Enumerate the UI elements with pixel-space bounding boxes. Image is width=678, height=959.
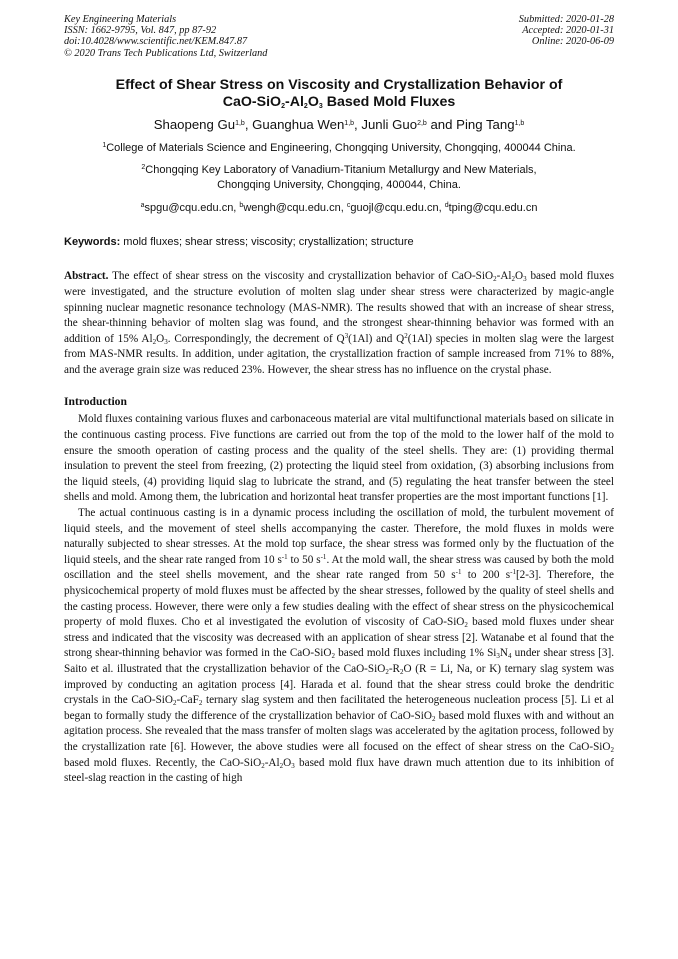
- abstract-label: Abstract.: [64, 270, 109, 283]
- affiliation-1: $^1$College of Materials Science and Engineering, Chongqing University, Chongqing, 400044 China.: [102, 141, 576, 154]
- author-emails: $^a$spgu@cqu.edu.cn, $^b$wengh@cqu.edu.cn, $^c$guojl@cqu.edu.cn, $^d$tping@cqu.edu.cn: [140, 202, 538, 215]
- intro-paragraph-2: The actual continuous casting is in a dynamic process including the oscillation of mold, the turbulent movement of liquid steels, and the movement of steel shells accompanying the caster. Therefore, the mold fluxes in molds were naturally subjected to shear stresses. At the mold top surface, the shear stress was formed only by the fluctuation of the liquid steels, and the shear rate ranged from 10 $s^{-1}$ to 50 $s^{-1}$. At the mold wall, the shear stress was caused by both the mold oscillation and the steel shells movement, and the shear rate ranged from 50 $s^{-1}$ to 200 $s^{-1}[2-3]$. Therefore, the physicochemical property of mold fluxes must be affected by the shear stresses, followed by the quality of steel shells and the casting process. However, there were only a few studies dealing with the effect of shear stress on the physicochemical property of mold fluxes. Cho et al investigated the evolution of viscosity of CaO-SiO$_2$ based mold fluxes under shear stress and indicated that the viscosity was decreased with an application of shear stress [2]. Watanabe et al found that the strong shear-thinning behavior was formed in the CaO-SiO$_2$ based mold fluxes including 1% $Si_3N_4$ under shear stress [3]. Saito et al. illustrated that the crystallization behavior of the CaO-$SiO_2-R_2O$ (R = Li, Na, or K) ternary slag system was improved by conducting an agitation process [4]. Harada et al. found that the shear stress could broke the dendritic crystals in the CaO-SiO$_2$-CaF$_2$ ternary slag system and then facilitated the heterogeneous nucleation process [5]. Li et al began to formally study the difference of the crystallization behavior of CaO-SiO$_2$ based mold fluxes with and without an agitation process. She revealed that the mass transfer of molten slags was accelerated by the agitation process, followed by the crystallization rate [6]. However, the above studies were all focused on the effect of shear stress on the CaO-SiO$_2$ based mold fluxes. Recently, the CaO-$SiO_2-Al_2O_3$ based mold flux have drawn much attention due to its inhibition of steel-slag reaction in the casting of high: [64, 507, 615, 785]
- journal-header: [64, 14, 614, 59]
- online-date: Online: 2020-06-09: [531, 36, 614, 48]
- keywords: Keywords: mold fluxes; shear stress; viscosity; crystallization; structure: [64, 236, 414, 249]
- title-line-2: CaO-$SiO_2-Al_2O_3$ Based Mold Fluxes: [222, 93, 456, 110]
- header-right: [519, 14, 614, 59]
- author-list: Shaopeng Gu$^{1,b}$, Guanghua Wen$^{1,b}$, Junli Guo$^{2,b}$ and Ping Tang$^{1,b}$: [153, 116, 525, 132]
- submitted-date: Submitted: 2020-01-28: [518, 14, 614, 25]
- intro-paragraph-1: Mold fluxes containing various fluxes and carbonaceous material are vital multifunctional materials based on silicate in the continuous casting process. Five functions are carried out from the top of the mold to the lower half of the mold to ensure the smooth operation of casting process and the quality of the steel shells. They are: (1) providing thermal insulation to prevent the steel from freezing, (2) protecting the liquid steel from oxidation, (3) absorbing inclusions from the liquid steels, (4) providing liquid slag to lubricate the strand, and (5) regulating the heat transfer between the steel shells and mold. Among them, the lubrication and horizontal heat transfer properties are the most important functions [1].: [64, 413, 614, 504]
- title-line-1: Effect of Shear Stress on Viscosity and Crystallization Behavior of: [115, 76, 563, 93]
- affiliation-2: $^2$Chongqing Key Laboratory of Vanadium-Titanium Metallurgy and New Materials, Chongqing University, Chongqing, 400044, China.: [141, 164, 537, 191]
- keywords-label: Keywords:: [64, 236, 121, 249]
- issn: ISSN: 1662-9795, Vol. 847, pp 87-92: [64, 25, 217, 37]
- paper-page: [64, 14, 614, 787]
- paper-title: [64, 77, 614, 111]
- header-left: [64, 14, 267, 59]
- section-heading-introduction: Introduction: [64, 395, 127, 409]
- accepted-date: Accepted: 2020-01-31: [522, 25, 614, 37]
- copyright: © 2020 Trans Tech Publications Ltd, Switzerland: [64, 47, 268, 59]
- journal-name: Key Engineering Materials: [64, 14, 177, 25]
- doi: doi:10.4028/www.scientific.net/KEM.847.87: [64, 36, 248, 48]
- abstract: Abstract. The effect of shear stress on the viscosity and crystallization behavior of CaO-$SiO_2-Al_2O_3$ based mold fluxes were investigated, and the structure evolution of molten slag under shear stress were characterized by magic-angle spinning nuclear magnetic resonance technology (MAS-NMR). The results showed that with an increase of shear stress, the shear-thinning behavior of molten slag was found, and the strongest shear-thinning behavior was formed with an addition of 15% $Al_2O_3$. Correspondingly, the decrement of $Q^3(1Al)$ and $Q^2(1Al)$ species in molten slag were the largest from MAS-NMR results. In addition, under agitation, the crystallization fraction of sample increased from 71% to 88%, and the average grain size was reduced 23%. However, the shear stress has no influence on the crystal phase.: [64, 270, 615, 376]
